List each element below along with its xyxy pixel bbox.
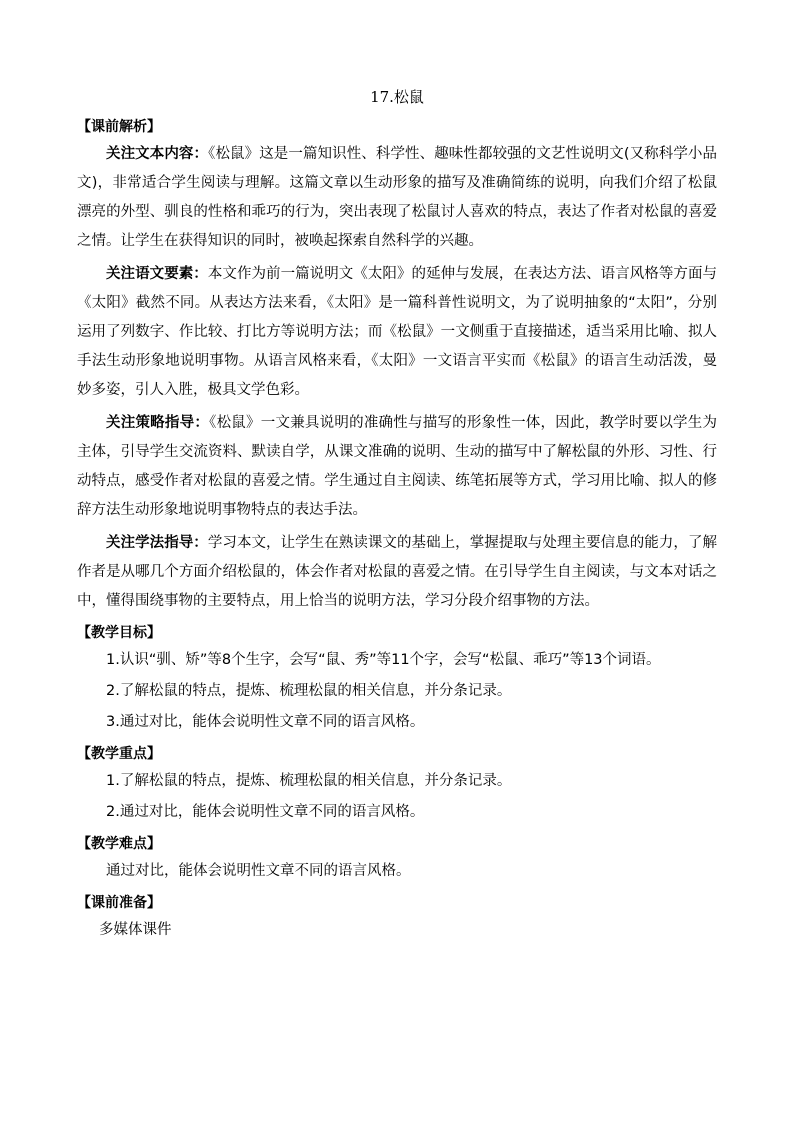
section-heading-preparation: 【课前准备】 [77,895,161,911]
paragraph-text: 《松鼠》一文兼具说明的准确性与描写的形象性一体，因此，教学时要以学生为主体，引导学生交流资料、默读自学，从课文准确的说明、生动的描写中了解松鼠的外形、习性、行动特点，感受作者对松鼠的喜爱之情。学生通过自主阅读、练笔拓展等方式，学习用比喻、拟人的修辞方法生动形象地说明事物特点的表达手法。 [77,415,718,518]
paragraph-text: 《松鼠》这是一篇知识性、科学性、趣味性都较强的文艺性说明文(又称科学小品文)，非常适合学生阅读与理解。这篇文章以生动形象的描写及准确简练的说明，向我们介绍了松鼠漂亮的外型、驯良的性格和乖巧的行为，突出表现了松鼠讨人喜欢的特点，表达了作者对松鼠的喜爱之情。让学生在获得知识的同时，被唤起探索自然科学的兴趣。 [77,146,718,249]
difficulty-text: 通过对比，能体会说明性文章不同的语言风格。 [106,863,411,879]
lesson-title: 17.松鼠 [370,88,424,106]
paragraph-lead: 关注学法指导： [106,535,208,551]
section-heading-analysis: 【课前解析】 [77,119,161,135]
keypoint-item: 2.通过对比，能体会说明性文章不同的语言风格。 [106,804,425,820]
paragraph-lead: 关注语文要素： [106,266,208,282]
goal-item: 3.通过对比，能体会说明性文章不同的语言风格。 [106,714,425,730]
section-heading-goals: 【教学目标】 [77,625,161,641]
preparation-text: 多媒体课件 [99,922,172,938]
goal-item: 1.认识“驯、矫”等8个生字，会写“鼠、秀”等11个字，会写“松鼠、乖巧”等13个词语。 [106,652,661,668]
document-page [77,84,717,945]
analysis-paragraph-content [77,140,717,256]
goal-item: 2.了解松鼠的特点，提炼、梳理松鼠的相关信息，并分条记录。 [106,683,512,699]
keypoint-item: 1.了解松鼠的特点，提炼、梳理松鼠的相关信息，并分条记录。 [106,773,512,789]
analysis-paragraph-strategy [77,409,717,525]
analysis-paragraph-method [77,529,717,616]
section-heading-difficulties: 【教学难点】 [77,836,161,852]
paragraph-lead: 关注策略指导： [106,415,210,431]
section-heading-keypoints: 【教学重点】 [77,746,161,762]
paragraph-text: 学习本文，让学生在熟读课文的基础上，掌握提取与处理主要信息的能力，了解作者是从哪几个方面介绍松鼠的，体会作者对松鼠的喜爱之情。在引导学生自主阅读，与文本对话之中，懂得围绕事物的主要特点，用上恰当的说明方法，学习分段介绍事物的方法。 [77,535,717,609]
paragraph-lead: 关注文本内容： [106,146,209,162]
analysis-paragraph-elements [77,260,717,405]
paragraph-text: 本文作为前一篇说明文《太阳》的延伸与发展，在表达方法、语言风格等方面与《太阳》截然不同。从表达方法来看，《太阳》是一篇科普性说明文，为了说明抽象的“太阳”，分别运用了列数字、作比较、打比方等说明方法；而《松鼠》一文侧重于直接描述，适当采用比喻、拟人手法生动形象地说明事物。从语言风格来看，《太阳》一文语言平实而《松鼠》的语言生动活泼，曼妙多姿，引人入胜，极具文学色彩。 [77,266,717,398]
